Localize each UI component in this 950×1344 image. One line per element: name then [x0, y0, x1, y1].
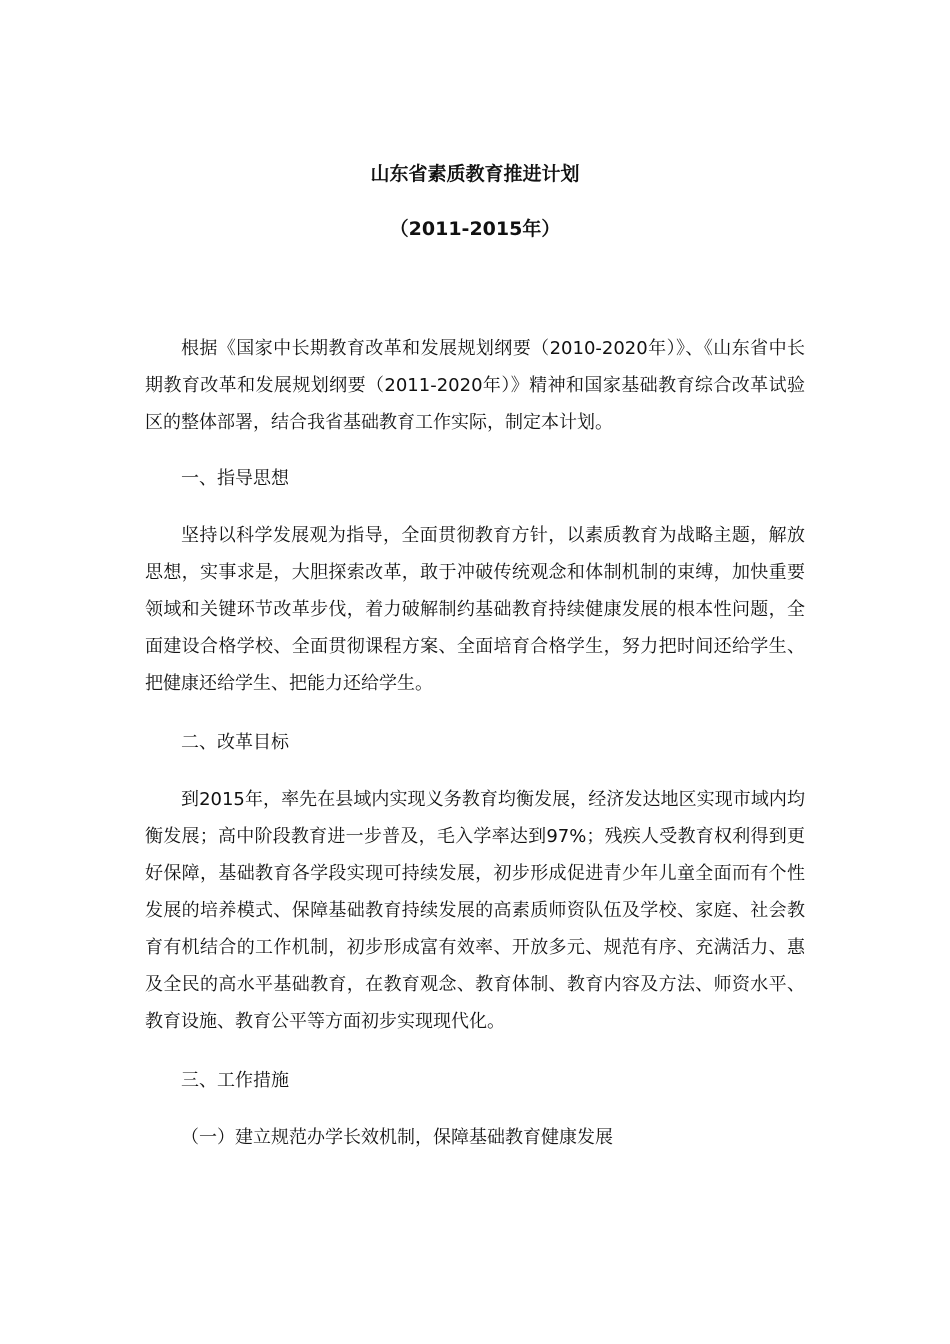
document-title: 山东省素质教育推进计划	[370, 163, 580, 185]
subsection-heading-1: （一）建立规范办学长效机制，保障基础教育健康发展	[181, 1127, 613, 1148]
section-heading-reform-goals: 二、改革目标	[181, 732, 289, 753]
section-paragraph-guiding-thought: 坚持以科学发展观为指导，全面贯彻教育方针，以素质教育为战略主题，解放思想，实事求是，大胆探索改革，敢于冲破传统观念和体制机制的束缚，加快重要领域和关键环节改革步伐，着力破解制约基础教育持续健康发展的根本性问题，全面建设合格学校、全面贯彻课程方案、全面培育合格学生，努力把时间还给学生、把健康还给学生、把能力还给学生。	[145, 525, 805, 694]
intro-paragraph: 根据《国家中长期教育改革和发展规划纲要（2010-2020年）》、《山东省中长期教育改革和发展规划纲要（2011-2020年）》精神和国家基础教育综合改革试验区的整体部署，结合我省基础教育工作实际，制定本计划。	[145, 338, 805, 433]
section-paragraph-reform-goals: 到2015年，率先在县域内实现义务教育均衡发展，经济发达地区实现市域内均衡发展；高中阶段教育进一步普及，毛入学率达到97%；残疾人受教育权利得到更好保障，基础教育各学段实现可持续发展，初步形成促进青少年儿童全面而有个性发展的培养模式、保障基础教育持续发展的高素质师资队伍及学校、家庭、社会教育有机结合的工作机制，初步形成富有效率、开放多元、规范有序、充满活力、惠及全民的高水平基础教育，在教育观念、教育体制、教育内容及方法、师资水平、教育设施、教育公平等方面初步实现现代化。	[145, 789, 805, 1032]
section-heading-guiding-thought: 一、指导思想	[181, 468, 289, 489]
section-heading-measures: 三、工作措施	[181, 1070, 289, 1091]
document-subtitle: （2011-2015年）	[389, 218, 561, 240]
